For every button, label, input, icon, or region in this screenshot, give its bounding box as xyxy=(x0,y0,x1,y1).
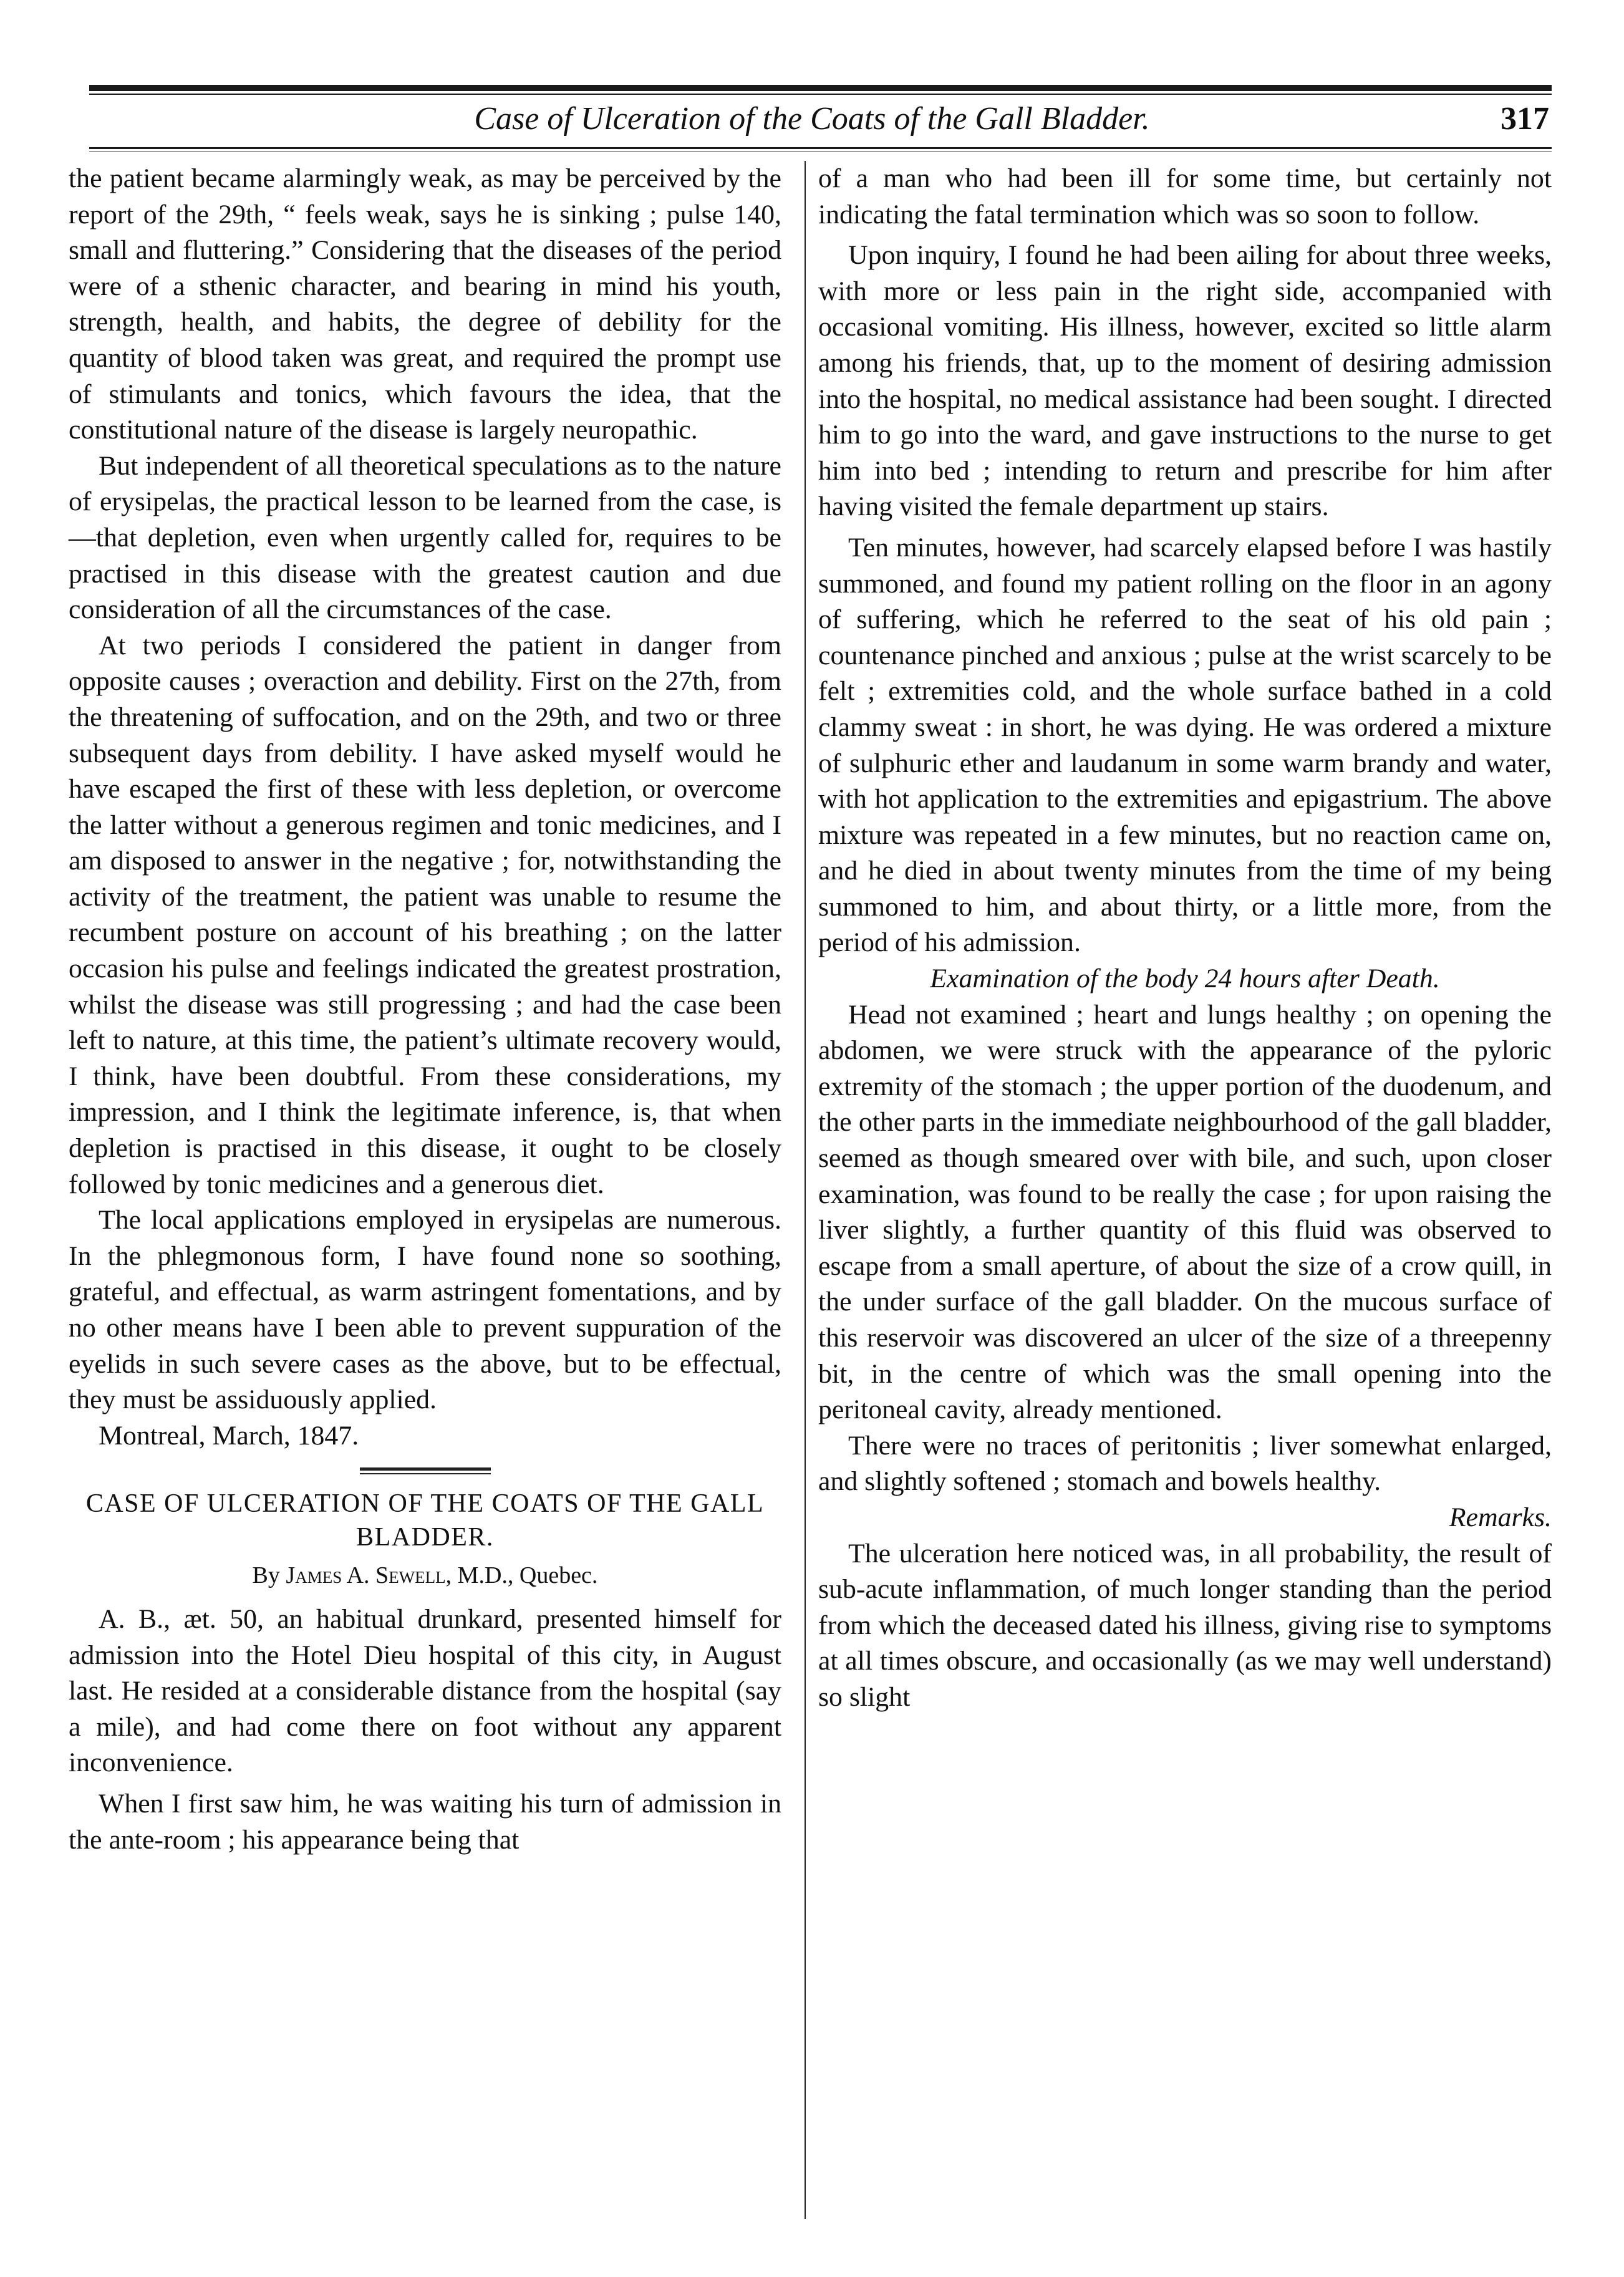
right-paragraph-4: Head not examined ; heart and lungs healthy ; on opening the abdomen, we were struck with the appearance of the pyloric extremity of the stomach ; the upper portion of the duodenum, and the other parts in the immediate neighbourhood of the gall bladder, seemed as though smeared over with bile, and such, upon closer examination, was found to be really the case ; for upon raising the liver slightly, a further quantity of this fluid was observed to escape from a small aperture, of about the size of a crow quill, in the under surface of the gall bladder. On the mucous surface of this reservoir was discovered an ulcer of the size of a threepenny bit, in the centre of which was the small opening into the peritoneal cavity, already mentioned. xyxy=(818,999,1552,1425)
right-paragraph-3: Ten minutes, however, had scarcely elapsed before I was hastily summoned, and found my patient rolling on the floor in an agony of suffering, which he referred to the seat of his old pain ; countenance pinched and anxious ; pulse at the wrist scarcely to be felt ; extremities cold, and the whole surface bathed in a cold clammy sweat : in short, he was dying. He was ordered a mixture of sulphuric ether and laudanum in some warm brandy and water, with hot application to the extremities and epigastrium. The above mixture was repeated in a few minutes, but no reaction came on, and he died in about twenty minutes from the time of my being summoned to him, and about thirty, or a little more, from the period of his admission. xyxy=(818,532,1552,958)
section-ornament-rule xyxy=(360,1467,491,1474)
left-paragraph-3: At two periods I considered the patient in danger from opposite causes ; overaction and debility. First on the 27th, from the threatening of suffocation, and on the 29th, and two or three subsequent days from debility. I have asked myself would he have escaped the first of these with less depletion, or overcome the latter without a generous regimen and tonic medicines, and I am disposed to answer in the negative ; for, notwithstanding the activity of the treatment, the patient was unable to resume the recumbent posture on account of his breathing ; on the latter occasion his pulse and feelings indicated the greatest prostration, whilst the disease was still progressing ; and had the case been left to nature, at this time, the patient’s ultimate recovery would, I think, have been doubtful. From these considerations, my impression, and I think the legitimate inference, is, that when depletion is practised in this disease, it ought to be closely followed by tonic medicines and a generous diet. xyxy=(69,630,781,1199)
running-head-title: Case of Ulceration of the Coats of the Gall Bladder. xyxy=(474,101,1150,137)
right-paragraph-5: There were no traces of peritonitis ; liver somewhat enlarged, and slightly softened ; stomach and bowels healthy. xyxy=(818,1430,1552,1497)
right-column xyxy=(818,161,1552,1716)
right-paragraph-2: Upon inquiry, I found he had been ailing for about three weeks, with more or less pain in the right side, accompanied with occasional vomiting. His illness, however, excited so little alarm among his friends, that, up to the moment of desiring admission into the hospital, no medical assistance had been sought. I directed him to go into the ward, and gave instructions to the nurse to get him into bed ; intending to return and prescribe for him after having visited the female department up stairs. xyxy=(818,240,1552,522)
left-paragraph-6: When I first saw him, he was waiting his turn of admission in the ante-room ; his appearance being that xyxy=(69,1788,781,1855)
column-divider xyxy=(805,161,806,2219)
left-paragraph-4: The local applications employed in erysipelas are numerous. In the phlegmonous form, I have found none so soothing, grateful, and effectual, as warm astringent fomentations, and by no other means have I been able to prevent suppuration of the eyelids in such severe cases as the above, but to be effectual, they must be assiduously applied. xyxy=(69,1205,781,1415)
left-column xyxy=(69,161,781,1858)
left-paragraph-5: A. B., æt. 50, an habitual drunkard, presented himself for admission into the Hotel Dieu hospital of this city, in August last. He resided at a considerable distance from the hospital (say a mile), and had come there on foot without any apparent inconvenience. xyxy=(69,1603,781,1778)
right-paragraph-6: The ulceration here noticed was, in all probability, the result of sub-acute inflammation, of much longer standing than the period from which the deceased dated his illness, giving rise to symptoms at all times obscure, and occasionally (as we may well understand) so slight xyxy=(818,1538,1552,1712)
page-number: 317 xyxy=(1501,101,1549,137)
byline-suffix: , M.D., Quebec. xyxy=(445,1562,598,1589)
section-subhead-remarks: Remarks. xyxy=(1449,1502,1552,1532)
top-border-rule xyxy=(89,85,1552,91)
byline xyxy=(69,1558,781,1594)
article-title: CASE OF ULCERATION OF THE COATS OF THE GALL BLADDER. xyxy=(85,1489,765,1552)
dateline: Montreal, March, 1847. xyxy=(99,1420,359,1451)
right-paragraph-1: of a man who had been ill for some time, but certainly not indicating the fatal termination which was so soon to follow. xyxy=(818,163,1552,230)
section-subhead-examination: Examination of the body 24 hours after Death. xyxy=(930,964,1440,994)
header-rule xyxy=(89,147,1552,149)
byline-prefix: By xyxy=(252,1562,280,1589)
left-paragraph-1: the patient became alarmingly weak, as may be perceived by the report of the 29th, “ feels weak, says he is sinking ; pulse 140, small and fluttering.” Considering that the diseases of the period were of a sthenic character, and bearing in mind his youth, strength, health, and habits, the degree of debility for the quantity of blood taken was great, and required the prompt use of stimulants and tonics, which favours the idea, that the constitutional nature of the disease is largely neuropathic. xyxy=(69,163,781,445)
left-paragraph-2: But independent of all theoretical speculations as to the nature of erysipelas, the practical lesson to be learned from the case, is—that depletion, even when urgently called for, requires to be practised in this disease with the greatest caution and due consideration of all the circumstances of the case. xyxy=(69,450,781,625)
byline-author: James A. Sewell xyxy=(286,1562,446,1589)
